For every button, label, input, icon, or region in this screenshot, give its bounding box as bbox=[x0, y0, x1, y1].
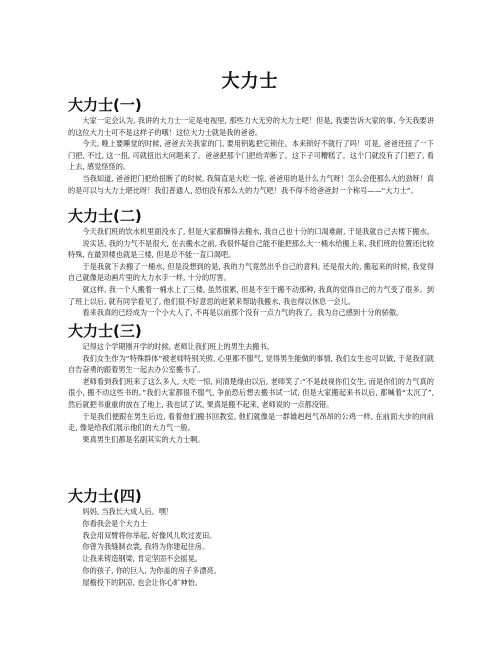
paragraph: 就这样, 我一个人搬着一桶水上了三楼, 虽然很累, 但是不至于搬不动那种, 我真的觉得自己的力气变了很多。到了班上以后, 就有同学看见了, 他们很不好意思的赶紧来帮助我搬水, 我也得以休息一会儿。 bbox=[68, 284, 434, 306]
section-1 bbox=[68, 96, 434, 196]
paragraph: 今天我们班的饮水机里面没水了, 但是大家都懒得去搬水, 我自己也十分的口渴难耐, 于是我就自己去楼下搬水。 bbox=[82, 227, 434, 236]
section-4 bbox=[68, 487, 434, 589]
section-heading: 大力士(一) bbox=[68, 96, 142, 114]
poem-line: 你看我会是个大力士 bbox=[82, 518, 148, 528]
paragraph: 大家一定会认为, 我讲的大力士一定是电视里, 那些力大无穷的大力士吧！但是, 我要告诉大家的事, 今天我要讲的这位大力士可不是这样子的哦！这位大力士就是我的爸爸。 bbox=[68, 116, 434, 137]
section-2 bbox=[68, 207, 434, 319]
poem-line: 你曾为我缝制衣裳, 我将为你建起住房。 bbox=[82, 542, 210, 552]
section-heading: 大力士(四) bbox=[68, 487, 142, 505]
paragraph: 当我知道, 爸爸把门把给扭断了的时候, 我简直是大吃一惊, 爸爸用的是什么力气呀！怎么会使那么大的劲呀！真的是可以与大力士堪比呀！我们普通人, 恐怕没有那么大的力气吧！我不得不给爸爸封一个称号——“大力士”。 bbox=[68, 173, 434, 195]
paragraph: 看来我真的已经成为一个小大人了, 不再是以前那个没有一点力气的我了。我为自己感到十分的骄傲。 bbox=[82, 308, 404, 318]
document-title: 大力士 bbox=[221, 71, 279, 92]
paragraph: 我们女生作为“特殊群体”被老师特别关照, 心里都不服气, 觉得男生能做的事情, 我们女生也可以做, 于是我们就自告奋勇的跟着男生一起去办公室搬书了。 bbox=[68, 353, 434, 375]
poem-line: 我会用双臂将你举起, 好像风儿吹过麦田。 bbox=[82, 530, 217, 540]
section-3 bbox=[68, 322, 434, 445]
poem-line: 妈妈, 当我长大成人后。嘿！ bbox=[82, 507, 174, 516]
poem-line: 让我来铸造钢梁, 肯定坚固不会摇晃。 bbox=[82, 554, 202, 564]
paragraph: 今天, 晚上要睡觉的时候, 爸爸去关我家的门, 要用钥匙把它锁住。本来锁好不就行了吗！可是, 爸爸还扭了一下门把, 不过, 这一扭, 可就扭出大问题来了。爸爸把那个门把给弄断了。这下子可糟糕了。这个门就没有了门把了, 看上去, 感觉怪怪的。 bbox=[68, 139, 434, 172]
paragraph: 于是我们便跟在男生后边, 看着他们搬书回教室, 他们就像是一群雄赳赳气昂昂的公鸡一样, 在前面大步的向前走, 像是给我们展示他们的大力气一般。 bbox=[68, 411, 434, 433]
paragraph: 说实话, 我的力气不是很大, 在去搬水之前, 我很怀疑自己能不能把那么大一桶水给搬上来, 我们班的位置还比较特殊, 在最顶楼也就是三楼, 但是总不能一直口渴吧。 bbox=[68, 238, 434, 260]
paragraph: 记得这个学期刚开学的时候, 老师让我们班上的男生去搬书。 bbox=[82, 342, 274, 351]
section-heading: 大力士(二) bbox=[68, 207, 142, 225]
paragraph: 果真男生们都是名副其实的大力士啊。 bbox=[82, 434, 205, 444]
poem-line: 屋檐投下的阴凉, 也会让你心旷神怡。 bbox=[82, 577, 202, 587]
poem-line: 你的孩子, 你的巨人, 为你盖的房子多漂亮。 bbox=[82, 565, 221, 575]
section-heading: 大力士(三) bbox=[68, 322, 142, 340]
paragraph: 于是我就下去搬了一桶水, 但是没想到的是, 我的力气竟然出乎自己的意料, 还是很大的, 搬起来的时候, 我觉得自己就像是动画片里的大力水手一样, 十分的厉害。 bbox=[68, 261, 434, 283]
paragraph: 老师看到我们班来了这么多人, 大吃一惊, 问清楚缘由以后, 老师笑了:“不是歧视你们女生, 而是你们的力气真的很小, 搬不动这些书的。”我们大家都很不服气, 争前恐后想去搬书试一试, 但是大家搬起来书以后, 都喊着“太沉了”, 然后就把书重重的放在了地上, 我也试了试, 果真是搬不起来, 老师说的一点都没错。 bbox=[68, 376, 434, 409]
